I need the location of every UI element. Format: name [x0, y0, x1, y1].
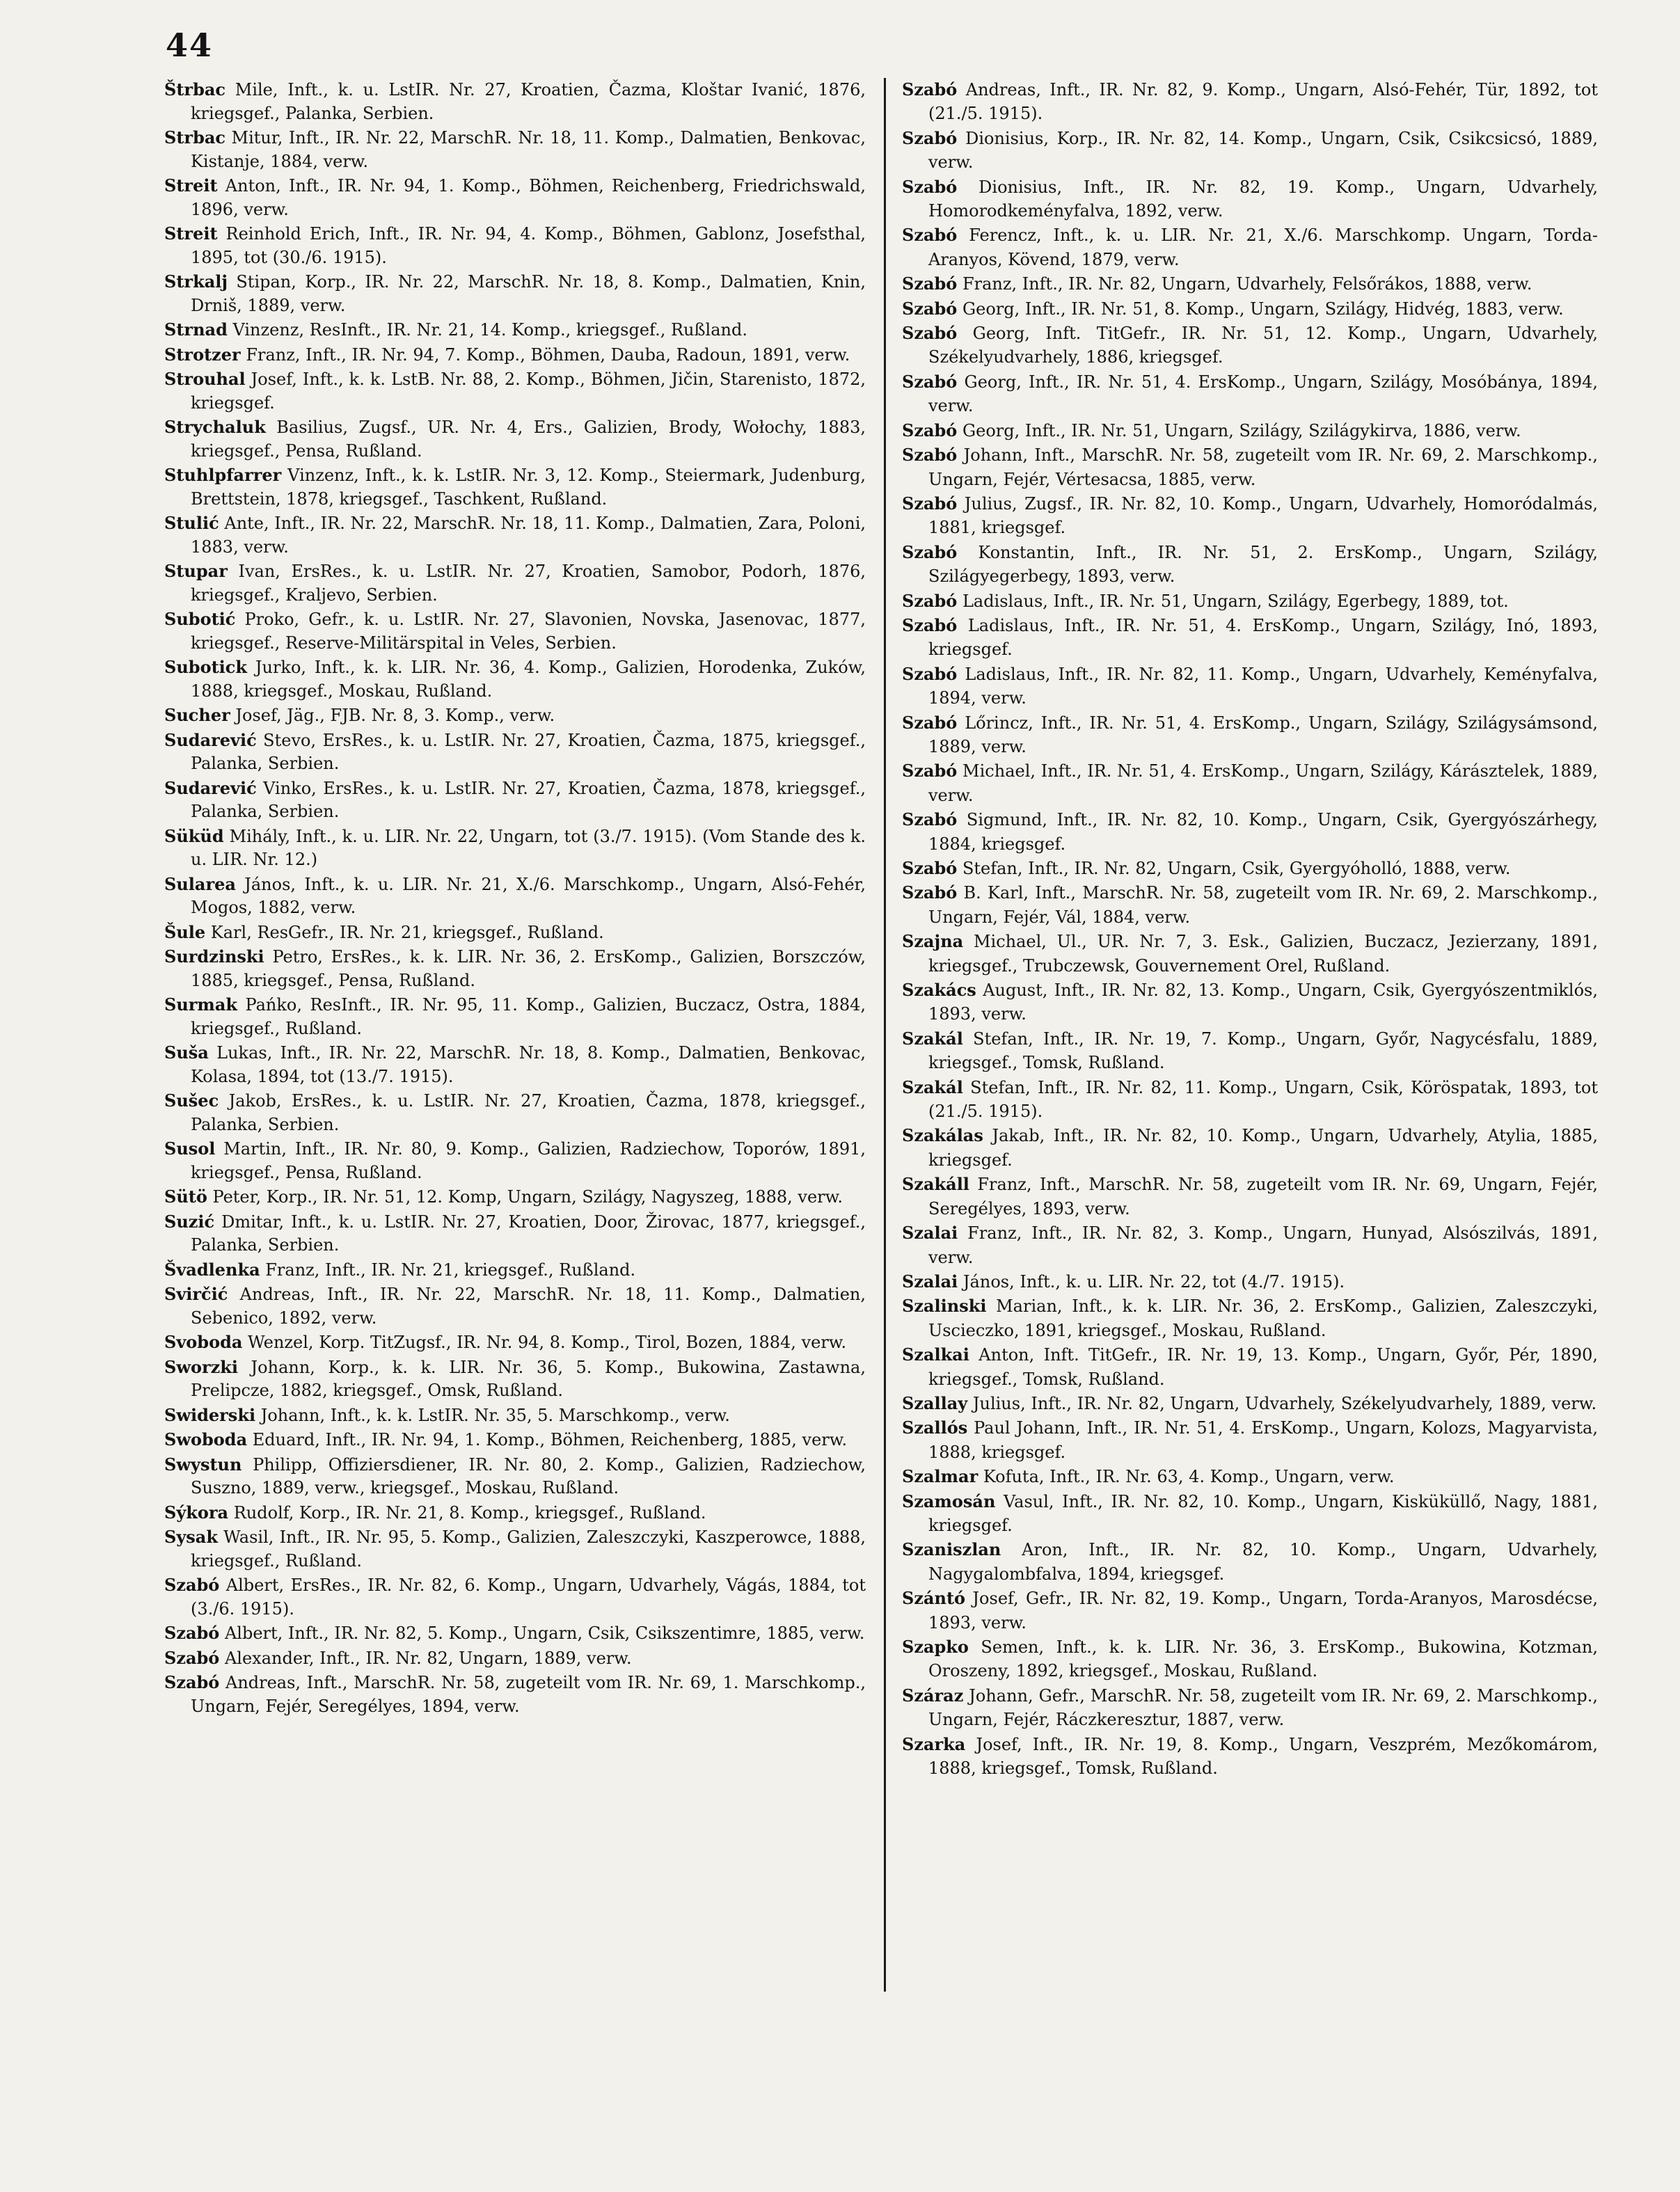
list-entry [902, 1465, 1598, 1488]
entry-details: Franz, Inft., IR. Nr. 82, Ungarn, Udvarhely, Felsőrákos, 1888, verw. [957, 274, 1532, 294]
list-entry [164, 607, 866, 655]
right-column [902, 78, 1598, 1781]
entry-surname: Szabó [902, 761, 958, 781]
entry-surname: Sudarević [164, 777, 257, 798]
list-entry [164, 126, 866, 173]
list-entry [164, 1525, 866, 1573]
entry-surname: Süküd [164, 825, 224, 846]
entry-surname: Szabó [902, 445, 958, 466]
list-entry [902, 223, 1598, 271]
list-entry [164, 1404, 866, 1428]
entry-details: Jakab, Inft., IR. Nr. 82, 10. Komp., Ungarn, Udvarhely, Atylia, 1885, kriegsgef. [928, 1126, 1598, 1170]
list-entry [164, 559, 866, 607]
entry-surname: Švadlenka [164, 1259, 260, 1280]
entry-details: Reinhold Erich, Inft., IR. Nr. 94, 4. Komp., Böhmen, Gablonz, Josefsthal, 1895, tot (30./6. 1915). [191, 224, 866, 267]
entry-details: Josef, Gefr., IR. Nr. 82, 19. Komp., Ungarn, Torda-Aranyos, Marosdécse, 1893, verw. [928, 1589, 1598, 1633]
list-entry [164, 343, 866, 367]
entry-details: Andreas, Inft., MarschR. Nr. 58, zugeteilt vom IR. Nr. 69, 1. Marschkomp., Ungarn, Fejér, Seregélyes, 1894, verw. [191, 1673, 866, 1716]
entry-details: Wenzel, Korp. TitZugsf., IR. Nr. 94, 8. Komp., Tirol, Bozen, 1884, verw. [242, 1333, 847, 1352]
entry-surname: Szabó [902, 882, 958, 903]
list-entry [164, 1089, 866, 1136]
entry-details: Andreas, Inft., IR. Nr. 22, MarschR. Nr. 18, 11. Komp., Dalmatien, Sebenico, 1892, verw. [191, 1285, 866, 1328]
list-entry [164, 1621, 866, 1646]
entry-details: Albert, ErsRes., IR. Nr. 82, 6. Komp., Ungarn, Udvarhely, Vágás, 1884, tot (3./6. 1915). [191, 1575, 866, 1619]
entry-details: Peter, Korp., IR. Nr. 51, 12. Komp, Ungarn, Szilágy, Nagyszeg, 1888, verw. [207, 1187, 843, 1207]
list-entry [902, 1124, 1598, 1172]
entry-details: Georg, Inft. TitGefr., IR. Nr. 51, 12. Komp., Ungarn, Udvarhely, Székelyudvarhely, 1886, kriegsgef. [928, 324, 1598, 367]
list-entry [164, 993, 866, 1040]
entry-surname: Szapko [902, 1637, 969, 1657]
entry-surname: Strbac [164, 127, 226, 148]
entry-surname: Szajna [902, 931, 964, 952]
entry-surname: Svirčić [164, 1284, 228, 1304]
entry-surname: Szakál [902, 1077, 963, 1097]
entry-surname: Sucher [164, 705, 230, 725]
list-entry [902, 1392, 1598, 1415]
entry-details: Johann, Inft., MarschR. Nr. 58, zugeteilt vom IR. Nr. 69, 2. Marschkomp., Ungarn, Fejér, Vértesacsa, 1885, verw. [928, 445, 1598, 489]
list-entry [902, 759, 1598, 807]
entry-details: Johann, Korp., k. k. LIR. Nr. 36, 5. Komp., Bukowina, Zastawna, Prelipcze, 1882, kriegsgef., Omsk, Rußland. [191, 1357, 866, 1400]
list-entry [902, 1416, 1598, 1464]
entry-surname: Szabó [902, 323, 958, 344]
entry-surname: Szallós [902, 1417, 968, 1438]
entry-surname: Szabó [902, 541, 958, 562]
list-entry [902, 1076, 1598, 1124]
list-entry [902, 541, 1598, 589]
list-entry [902, 175, 1598, 223]
entry-details: Stefan, Inft., IR. Nr. 82, Ungarn, Csik, Gyergyóholló, 1888, verw. [957, 859, 1511, 878]
entry-surname: Suša [164, 1042, 209, 1063]
entry-surname: Szabó [902, 273, 958, 294]
list-entry [164, 921, 866, 945]
list-entry [164, 1573, 866, 1621]
list-entry [164, 945, 866, 992]
list-entry [164, 318, 866, 342]
entry-surname: Szalai [902, 1223, 958, 1244]
entry-surname: Strkalj [164, 271, 228, 292]
entry-details: Alexander, Inft., IR. Nr. 82, Ungarn, 1889, verw. [219, 1648, 632, 1668]
entry-surname: Szabó [164, 1672, 220, 1692]
entry-surname: Sularea [164, 873, 236, 894]
entry-details: Karl, ResGefr., IR. Nr. 21, kriegsgef., Rußland. [205, 922, 604, 942]
entry-surname: Šule [164, 921, 206, 942]
entry-surname: Swoboda [164, 1429, 248, 1450]
entry-surname: Štrbac [164, 79, 226, 100]
list-entry [902, 1733, 1598, 1781]
list-entry [902, 881, 1598, 929]
entry-details: Philipp, Offiziersdiener, IR. Nr. 80, 2. Komp., Galizien, Radziechow, Suszno, 1889, verw., kriegsgef., Moskau, Rußland. [191, 1454, 866, 1498]
entry-details: Johann, Inft., k. k. LstIR. Nr. 35, 5. Marschkomp., verw. [255, 1405, 730, 1425]
entry-details: Marian, Inft., k. k. LIR. Nr. 36, 2. ErsKomp., Galizien, Zaleszczyki, Uscieczko, 1891, kriegsgef., Moskau, Rußland. [928, 1296, 1598, 1340]
list-entry [902, 1270, 1598, 1294]
list-entry [164, 174, 866, 221]
entry-details: Ivan, ErsRes., k. u. LstIR. Nr. 27, Kroatien, Samobor, Podorh, 1876, kriegsgef., Kraljevo, Serbien. [191, 562, 866, 605]
entry-details: Rudolf, Korp., IR. Nr. 21, 8. Komp., kriegsgef., Rußland. [228, 1502, 706, 1523]
entry-details: August, Inft., IR. Nr. 82, 13. Komp., Ungarn, Csik, Gyergyószentmiklós, 1893, verw. [928, 980, 1598, 1024]
list-entry [902, 589, 1598, 613]
entry-surname: Stulić [164, 513, 219, 533]
list-entry [902, 1027, 1598, 1075]
list-entry [902, 443, 1598, 491]
entry-surname: Szalinski [902, 1296, 987, 1317]
entry-surname: Streit [164, 223, 218, 244]
list-entry [164, 511, 866, 559]
list-entry [902, 930, 1598, 978]
list-entry [902, 321, 1598, 370]
entry-details: Vasul, Inft., IR. Nr. 82, 10. Komp., Ungarn, Kisküküllő, Nagy, 1881, kriegsgef. [928, 1491, 1598, 1535]
entry-surname: Szabó [164, 1647, 220, 1668]
list-entry [164, 367, 866, 415]
entry-surname: Száraz [902, 1685, 964, 1706]
entry-details: János, Inft., k. u. LIR. Nr. 21, X./6. Marschkomp., Ungarn, Alsó-Fehér, Mogos, 1882, verw. [191, 874, 866, 917]
list-entry [164, 415, 866, 463]
entry-surname: Sýkora [164, 1502, 229, 1523]
entry-surname: Suzić [164, 1211, 215, 1232]
entry-details: Martin, Inft., IR. Nr. 80, 9. Komp., Galizien, Radziechow, Toporów, 1891, kriegsgef., Pensa, Rußland. [191, 1139, 866, 1182]
list-entry [902, 614, 1598, 662]
entry-details: Paul Johann, Inft., IR. Nr. 51, 4. ErsKomp., Ungarn, Kolozs, Magyarvista, 1888, kriegsgef. [928, 1418, 1598, 1462]
entry-surname: Svoboda [164, 1332, 243, 1352]
list-entry [902, 492, 1598, 540]
entry-details: Aron, Inft., IR. Nr. 82, 10. Komp., Ungarn, Udvarhely, Nagygalombfalva, 1894, kriegsgef. [928, 1540, 1598, 1584]
list-entry [164, 1258, 866, 1282]
entry-details: Vinzenz, Inft., k. k. LstIR. Nr. 3, 12. Komp., Steiermark, Judenburg, Brettstein, 1878, kriegsgef., Taschkent, Rußland. [191, 466, 866, 509]
entry-details: Anton, Inft. TitGefr., IR. Nr. 19, 13. Komp., Ungarn, Győr, Pér, 1890, kriegsgef., Tomsk, Rußland. [928, 1345, 1598, 1389]
list-entry [902, 1538, 1598, 1586]
entry-details: Franz, Inft., IR. Nr. 82, 3. Komp., Ungarn, Hunyad, Alsószilvás, 1891, verw. [928, 1223, 1598, 1267]
entry-details: Michael, Inft., IR. Nr. 51, 4. ErsKomp., Ungarn, Szilágy, Kárásztelek, 1889, verw. [928, 761, 1598, 805]
entry-surname: Szántó [902, 1588, 966, 1609]
list-entry [902, 1173, 1598, 1221]
entry-surname: Subotić [164, 609, 236, 629]
left-column [164, 78, 866, 1719]
entry-surname: Szabó [902, 590, 958, 611]
column-divider [884, 78, 886, 1992]
entry-details: Petro, ErsRes., k. k. LIR. Nr. 36, 2. ErsKomp., Galizien, Borszczów, 1885, kriegsgef., Pensa, Rußland. [191, 947, 866, 990]
entry-details: Jakob, ErsRes., k. u. LstIR. Nr. 27, Kroatien, Čazma, 1878, kriegsgef., Palanka, Serbien. [191, 1091, 866, 1134]
entry-details: Mile, Inft., k. u. LstIR. Nr. 27, Kroatien, Čazma, Kloštar Ivanić, 1876, kriegsgef., Palanka, Serbien. [191, 80, 866, 123]
entry-details: Albert, Inft., IR. Nr. 82, 5. Komp., Ungarn, Csik, Csikszentimre, 1885, verw. [219, 1623, 865, 1643]
entry-surname: Szabó [902, 614, 958, 635]
list-entry [902, 662, 1598, 710]
entry-surname: Szabó [902, 858, 958, 878]
list-entry [164, 704, 866, 728]
entry-details: Ante, Inft., IR. Nr. 22, MarschR. Nr. 18, 11. Komp., Dalmatien, Zara, Poloni, 1883, verw. [191, 514, 866, 557]
list-entry [164, 729, 866, 776]
entry-details: Anton, Inft., IR. Nr. 94, 1. Komp., Böhmen, Reichenberg, Friedrichswald, 1896, verw. [191, 176, 866, 219]
entry-details: Konstantin, Inft., IR. Nr. 51, 2. ErsKomp., Ungarn, Szilágy, Szilágyegerbegy, 1893, verw. [928, 542, 1598, 587]
entry-surname: Szakál [902, 1028, 963, 1049]
entry-surname: Swystun [164, 1454, 242, 1475]
list-entry [164, 463, 866, 511]
entry-details: Michael, Ul., UR. Nr. 7, 3. Esk., Galizien, Buczacz, Jezierzany, 1891, kriegsgef., Trubczewsk, Gouvernement Orel, Rußland. [928, 932, 1598, 976]
entry-details: Georg, Inft., IR. Nr. 51, 8. Komp., Ungarn, Szilágy, Hidvég, 1883, verw. [957, 299, 1564, 319]
entry-details: Stefan, Inft., IR. Nr. 19, 7. Komp., Ungarn, Győr, Nagycésfalu, 1889, kriegsgef., Tomsk, Rußland. [928, 1029, 1598, 1073]
entry-details: Ferencz, Inft., k. u. LIR. Nr. 21, X./6. Marschkomp. Ungarn, Torda-Aranyos, Kövend, 1879, verw. [928, 225, 1598, 269]
list-entry [164, 656, 866, 703]
list-entry [164, 1453, 866, 1500]
entry-details: Georg, Inft., IR. Nr. 51, 4. ErsKomp., Ungarn, Szilágy, Mosóbánya, 1894, verw. [928, 372, 1598, 416]
entry-surname: Strnad [164, 319, 228, 340]
entry-details: Julius, Zugsf., IR. Nr. 82, 10. Komp., Ungarn, Udvarhely, Homoródalmás, 1881, kriegsgef. [928, 493, 1598, 538]
list-entry [902, 1587, 1598, 1635]
entry-surname: Stupar [164, 561, 228, 581]
entry-details: Basilius, Zugsf., UR. Nr. 4, Ers., Galizien, Brody, Wołochy, 1883, kriegsgef., Pensa, Rußland. [191, 418, 866, 461]
entry-surname: Szabó [164, 1575, 220, 1595]
entry-details: Ladislaus, Inft., IR. Nr. 82, 11. Komp., Ungarn, Udvarhely, Keményfalva, 1894, verw. [928, 664, 1598, 708]
list-entry [164, 825, 866, 872]
list-entry [164, 1137, 866, 1184]
list-entry [164, 777, 866, 824]
entry-details: Ladislaus, Inft., IR. Nr. 51, 4. ErsKomp., Ungarn, Szilágy, Inó, 1893, kriegsgef. [928, 615, 1598, 660]
entry-details: Andreas, Inft., IR. Nr. 82, 9. Komp., Ungarn, Alsó-Fehér, Tür, 1892, tot (21./5. 1915). [928, 80, 1598, 124]
entry-surname: Szakálas [902, 1125, 983, 1146]
list-entry [164, 1501, 866, 1525]
entry-surname: Szabó [902, 225, 958, 246]
list-entry [902, 711, 1598, 759]
entry-surname: Streit [164, 175, 218, 196]
list-entry [164, 1331, 866, 1355]
list-entry [902, 857, 1598, 880]
entry-surname: Szakács [902, 980, 976, 1001]
entry-surname: Szabó [164, 1623, 220, 1643]
entry-surname: Stuhlpfarrer [164, 465, 282, 485]
entry-details: Johann, Gefr., MarschR. Nr. 58, zugeteilt vom IR. Nr. 69, 2. Marschkomp., Ungarn, Fejér, Ráczkeresztur, 1887, verw. [928, 1685, 1598, 1730]
list-entry [902, 419, 1598, 443]
entry-details: B. Karl, Inft., MarschR. Nr. 58, zugeteilt vom IR. Nr. 69, 2. Marschkomp., Ungarn, Fejér, Vál, 1884, verw. [928, 883, 1598, 927]
entry-details: Proko, Gefr., k. u. LstIR. Nr. 27, Slavonien, Novska, Jasenovac, 1877, kriegsgef., Reserve-Militärspital in Veles, Serbien. [191, 610, 866, 653]
entry-details: Vinko, ErsRes., k. u. LstIR. Nr. 27, Kroatien, Čazma, 1878, kriegsgef., Palanka, Serbien. [191, 778, 866, 821]
entry-surname: Sudarević [164, 729, 257, 750]
entry-details: Julius, Inft., IR. Nr. 82, Ungarn, Udvarhely, Székelyudvarhely, 1889, verw. [967, 1393, 1597, 1413]
entry-details: Mitur, Inft., IR. Nr. 22, MarschR. Nr. 18, 11. Komp., Dalmatien, Benkovac, Kistanje, 1884, verw. [191, 128, 866, 171]
entry-surname: Strotzer [164, 344, 241, 365]
entry-details: Josef, Inft., k. k. LstB. Nr. 88, 2. Komp., Böhmen, Jičin, Starenisto, 1872, kriegsgef. [191, 370, 866, 413]
list-entry [164, 873, 866, 920]
entry-details: Dionisius, Inft., IR. Nr. 82, 19. Komp., Ungarn, Udvarhely, Homorodkeményfalva, 1892, verw. [928, 177, 1598, 221]
entry-surname: Surmak [164, 994, 237, 1015]
entry-details: Franz, Inft., IR. Nr. 94, 7. Komp., Böhmen, Dauba, Radoun, 1891, verw. [240, 344, 850, 365]
list-entry [902, 978, 1598, 1026]
entry-details: Stipan, Korp., IR. Nr. 22, MarschR. Nr. 18, 8. Komp., Dalmatien, Knin, Drniš, 1889, verw. [191, 272, 866, 315]
entry-surname: Szalmar [902, 1466, 978, 1487]
entry-details: Kofuta, Inft., IR. Nr. 63, 4. Komp., Ungarn, verw. [978, 1467, 1395, 1487]
entry-details: Lukas, Inft., IR. Nr. 22, MarschR. Nr. 18, 8. Komp., Dalmatien, Benkovac, Kolasa, 1894, tot (13./7. 1915). [191, 1043, 866, 1086]
list-entry [902, 1684, 1598, 1732]
entry-details: Semen, Inft., k. k. LIR. Nr. 36, 3. ErsKomp., Bukowina, Kotzman, Oroszeny, 1892, kriegsgef., Moskau, Rußland. [928, 1637, 1598, 1681]
list-entry [902, 1635, 1598, 1683]
entry-surname: Szamosán [902, 1491, 996, 1511]
entry-surname: Szabó [902, 712, 958, 733]
entry-details: Stefan, Inft., IR. Nr. 82, 11. Komp., Ungarn, Csik, Köröspatak, 1893, tot (21./5. 1915). [928, 1077, 1598, 1122]
entry-surname: Szabó [902, 420, 958, 440]
list-entry [902, 1221, 1598, 1269]
entry-surname: Szalai [902, 1271, 958, 1292]
list-entry [902, 1294, 1598, 1342]
list-entry [164, 1282, 866, 1330]
entry-details: Stevo, ErsRes., k. u. LstIR. Nr. 27, Kroatien, Čazma, 1875, kriegsgef., Palanka, Serbien. [191, 730, 866, 773]
entry-details: Josef, Inft., IR. Nr. 19, 8. Komp., Ungarn, Veszprém, Mezőkomárom, 1888, kriegsgef., Tomsk, Rußland. [928, 1734, 1598, 1779]
entry-surname: Szabó [902, 176, 958, 197]
entry-surname: Szabó [902, 371, 958, 392]
entry-details: Jurko, Inft., k. k. LIR. Nr. 36, 4. Komp., Galizien, Horodenka, Zuków, 1888, kriegsgef., Moskau, Rußland. [191, 658, 866, 701]
list-entry [902, 78, 1598, 126]
page-number: 44 [166, 26, 214, 64]
entry-surname: Szallay [902, 1392, 968, 1413]
entry-surname: Strychaluk [164, 417, 266, 437]
entry-details: Eduard, Inft., IR. Nr. 94, 1. Komp., Böhmen, Reichenberg, 1885, verw. [247, 1430, 848, 1450]
entry-surname: Szarka [902, 1733, 966, 1754]
list-entry [902, 808, 1598, 856]
list-entry [164, 1428, 866, 1452]
entry-surname: Swiderski [164, 1404, 256, 1425]
entry-surname: Szabó [902, 663, 958, 684]
entry-details: Dionisius, Korp., IR. Nr. 82, 14. Komp., Ungarn, Csik, Csikcsicsó, 1889, verw. [928, 128, 1598, 173]
entry-surname: Sysak [164, 1527, 218, 1547]
entry-details: Franz, Inft., MarschR. Nr. 58, zugeteilt vom IR. Nr. 69, Ungarn, Fejér, Seregélyes, 1893, verw. [928, 1175, 1598, 1218]
entry-details: Dmitar, Inft., k. u. LstIR. Nr. 27, Kroatien, Door, Žirovac, 1877, kriegsgef., Palanka, Serbien. [191, 1212, 866, 1255]
list-entry [902, 1490, 1598, 1538]
entry-details: Georg, Inft., IR. Nr. 51, Ungarn, Szilágy, Szilágykirva, 1886, verw. [957, 420, 1521, 440]
entry-surname: Sušec [164, 1090, 219, 1111]
entry-surname: Sworzki [164, 1356, 239, 1377]
entry-surname: Szabó [902, 79, 958, 100]
entry-surname: Subotick [164, 657, 248, 677]
entry-surname: Susol [164, 1138, 216, 1159]
list-entry [902, 370, 1598, 418]
entry-surname: Szabó [902, 298, 958, 319]
entry-details: Franz, Inft., IR. Nr. 21, kriegsgef., Rußland. [260, 1260, 636, 1280]
entry-surname: Szabó [902, 493, 958, 514]
entry-details: Pańko, ResInft., IR. Nr. 95, 11. Komp., Galizien, Buczacz, Ostra, 1884, kriegsgef., Rußland. [191, 995, 866, 1038]
entry-surname: Szabó [902, 127, 958, 148]
list-entry [164, 1671, 866, 1718]
entry-details: Vinzenz, ResInft., IR. Nr. 21, 14. Komp., kriegsgef., Rußland. [227, 320, 747, 340]
entry-surname: Szabó [902, 809, 958, 830]
list-entry [164, 1646, 866, 1671]
entry-details: János, Inft., k. u. LIR. Nr. 22, tot (4./7. 1915). [958, 1271, 1345, 1292]
entry-surname: Szakáll [902, 1174, 969, 1195]
list-entry [164, 1185, 866, 1209]
entry-details: Lőrincz, Inft., IR. Nr. 51, 4. ErsKomp., Ungarn, Szilágy, Szilágysámsond, 1889, verw. [928, 713, 1598, 756]
list-entry [902, 297, 1598, 321]
list-entry [902, 272, 1598, 296]
entry-surname: Sütö [164, 1186, 207, 1207]
entry-details: Wasil, Inft., IR. Nr. 95, 5. Komp., Galizien, Zaleszczyki, Kaszperowce, 1888, kriegsgef., Rußland. [191, 1527, 866, 1571]
list-entry [164, 1356, 866, 1403]
entry-surname: Szalkai [902, 1344, 969, 1365]
entry-details: Ladislaus, Inft., IR. Nr. 51, Ungarn, Szilágy, Egerbegy, 1889, tot. [957, 591, 1509, 611]
list-entry [902, 1343, 1598, 1391]
entry-details: Sigmund, Inft., IR. Nr. 82, 10. Komp., Ungarn, Csik, Gyergyószárhegy, 1884, kriegsgef. [928, 810, 1598, 854]
list-entry [164, 78, 866, 125]
entry-surname: Strouhal [164, 369, 246, 389]
list-entry [164, 1210, 866, 1257]
entry-surname: Szaniszlan [902, 1539, 1001, 1560]
entry-details: Mihály, Inft., k. u. LIR. Nr. 22, Ungarn, tot (3./7. 1915). (Vom Stande des k. u. LIR. Nr. 12.) [191, 826, 866, 869]
list-entry [164, 1041, 866, 1088]
list-entry [164, 270, 866, 317]
entry-surname: Surdzinski [164, 946, 264, 967]
list-entry [902, 127, 1598, 175]
entry-details: Josef, Jäg., FJB. Nr. 8, 3. Komp., verw. [230, 706, 555, 725]
list-entry [164, 222, 866, 269]
